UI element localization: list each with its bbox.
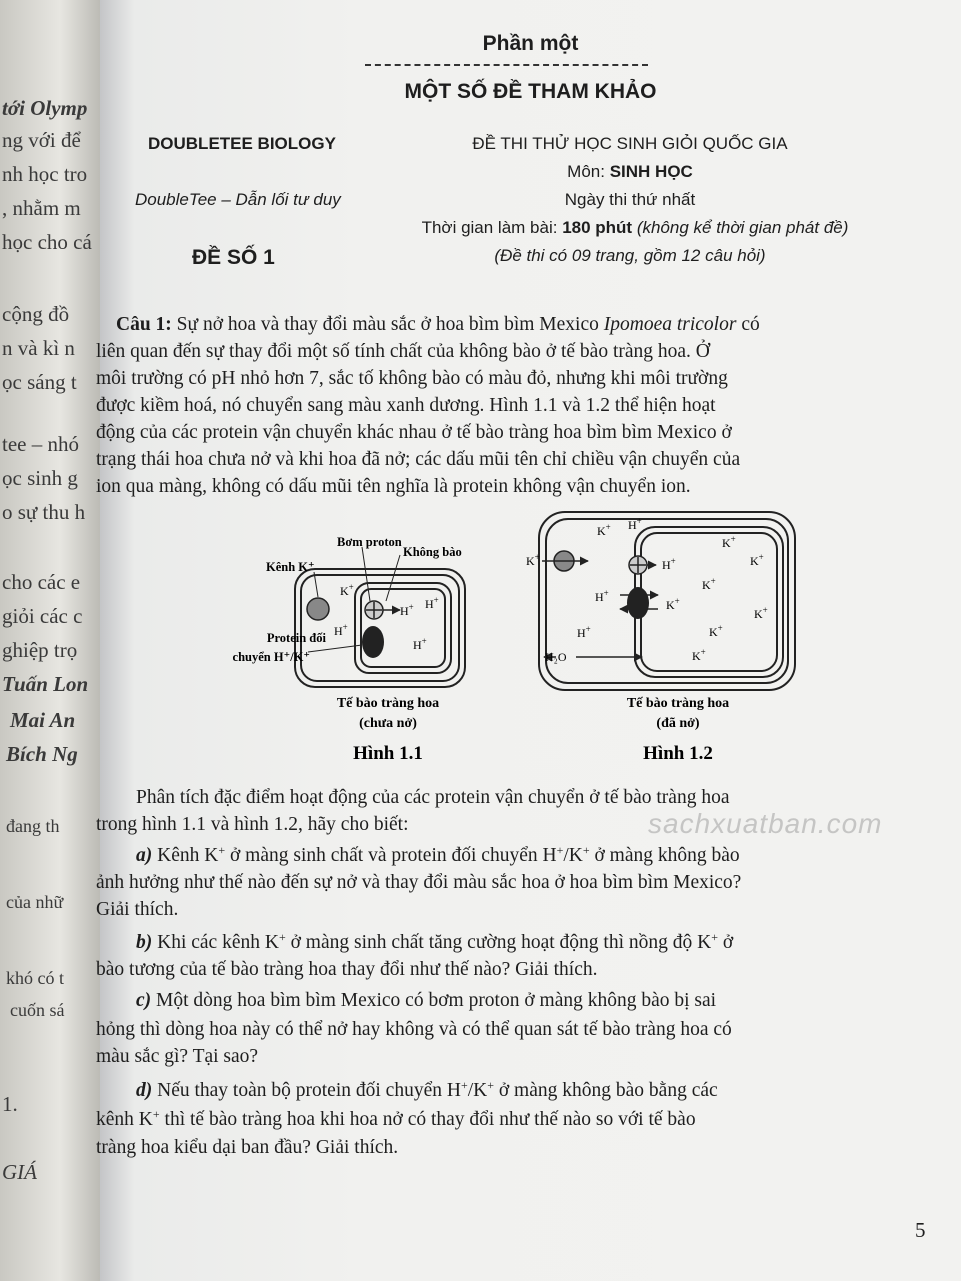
ion-label: H+ [628,516,642,532]
question-label: Câu 1: [116,314,172,335]
ion-label: K+ [722,534,736,550]
page-title: MỘT SỐ ĐỀ THAM KHẢO [404,80,657,103]
part-text: ở [717,932,734,953]
figure-caption: Tế bào tràng hoa [336,696,440,711]
part-label: b) [136,932,153,953]
part-text: ở màng sinh chất tăng cường hoạt động thì nồng độ K [285,932,712,953]
question-text: có [736,314,760,335]
superscript: + [218,843,226,857]
facing-page-text: Bích Ng [6,742,78,766]
part-text: /K [563,845,583,866]
exam-time [410,218,860,238]
exam-number: ĐỀ SỐ 1 [192,246,275,269]
part-text: ở màng không bào [589,845,740,866]
facing-page-text: o sự thu h [2,500,86,524]
part-text: kênh K [96,1109,153,1130]
plasma-membrane-inner [301,575,459,681]
ion-label: H+ [400,602,414,618]
book-page [96,0,961,1281]
question-line: được kiềm hoá, nó chuyển sang màu xanh dương. Hình 1.1 và 1.2 thể hiện hoạt [96,395,716,416]
facing-page-text: giỏi các c [2,604,83,628]
figure-caption: (đã nở) [656,716,700,731]
vacuole-label: Không bào [403,545,462,559]
part-d-line [96,1106,696,1134]
pump-label: Bơm proton [337,535,402,549]
facing-page-text: cộng đồ [2,302,70,326]
ion-label: K+ [754,605,768,621]
dashed-divider [365,64,648,66]
ion-label: H+ [425,595,439,611]
water-label: H₂O [545,650,567,664]
facing-page-text: khó có t [6,968,64,988]
ion-label: K+ [526,552,540,568]
time-label: Thời gian làm bài: [421,218,563,237]
part-b-line: bào tương của tế bào tràng hoa thay đổi như thế nào? Giải thích. [96,959,598,980]
figure-1-1 [233,535,465,764]
part-d-line: tràng hoa kiểu dại ban đầu? Giải thích. [96,1137,399,1158]
ion-label: K+ [666,596,680,612]
facing-page-text: học cho cá [2,230,92,254]
facing-page-text: ghiệp trọ [2,638,78,662]
facing-page-text: đang th [6,816,60,836]
question-line: trạng thái hoa chưa nở và khi hoa đã nở; các dấu mũi tên chỉ chiều vận chuyển của [96,449,741,470]
superscript: + [487,1078,494,1092]
facing-page-text: , nhằm m [2,196,81,220]
time-note: (không kể thời gian phát đề) [632,218,849,237]
figure-title: Hình 1.1 [353,743,423,764]
superscript: + [556,843,564,857]
part-a-line: ảnh hưởng như thế nào đến sự nở và thay đổi màu sắc hoa ở hoa bìm bìm Mexico? [96,872,742,893]
superscript: + [582,843,590,857]
ion-label: H+ [662,556,676,572]
exam-subject [420,162,840,182]
part-a-line: Giải thích. [96,899,179,920]
facing-page-text: ng với để [2,128,81,152]
superscript: + [152,1107,160,1121]
facing-page-edge [0,0,100,1281]
question-line: môi trường có pH nhỏ hơn 7, sắc tố không bào có màu đỏ, nhưng khi môi trường [96,368,728,389]
figure-caption: Tế bào tràng hoa [626,696,730,711]
facing-page-text: ọc sinh g [2,466,78,490]
part-text: ở màng không bào bằng các [494,1080,718,1101]
part-text: Kênh K [152,845,219,866]
exam-pages-note: (Đề thi có 09 trang, gồm 12 câu hỏi) [494,246,766,265]
part-text: thì tế bào tràng hoa khi hoa nở có thay đổi như thế nào so với tế bào [159,1109,696,1130]
ion-label: K+ [340,582,354,598]
page-number: 5 [915,1218,926,1242]
superscript: + [278,930,286,944]
channel-label: Kênh K⁺ [266,560,315,574]
facing-page-text: Tuấn Lon [2,672,89,696]
section-heading: Phần một [482,32,579,55]
part-text: Một dòng hoa bìm bìm Mexico có bơm proton ở màng không bào bị sai [151,990,717,1011]
question-line: liên quan đến sự thay đổi một số tính chất của không bào ở tế bào tràng hoa. Ở [96,341,710,362]
plasma-membrane-outer [295,569,465,687]
part-label: c) [136,990,152,1011]
ion-label: K+ [750,552,764,568]
ion-label: H+ [413,636,427,652]
figures [100,505,961,765]
facing-page-text: của nhữ [6,892,64,912]
facing-page-text: tee – nhó [2,432,79,456]
part-text: /K [467,1080,488,1101]
part-c-line [136,987,716,1015]
ion-label: K+ [702,576,716,592]
part-c-line: hỏng thì dòng hoa này có thể nở hay không và có thể quan sát tế bào tràng hoa có [96,1019,732,1040]
ion-label: H+ [334,622,348,638]
facing-page-text: nh học tro [2,162,88,186]
facing-page-text: Mai An [10,708,76,732]
part-text: Nếu thay toàn bộ protein đối chuyển H [152,1080,461,1101]
question-line [116,311,760,339]
facing-page-text: GIÁ [2,1160,37,1184]
figure-caption: (chưa nở) [359,716,417,731]
part-label: d) [136,1080,153,1101]
subject-label: Môn: [567,162,610,181]
superscript: + [460,1078,468,1092]
superscript: + [711,930,718,944]
ion-label: K+ [692,647,706,663]
part-label: a) [136,845,153,866]
facing-page-text: ọc sáng t [2,370,77,394]
facing-page-text: tới Olymp [2,96,88,120]
facing-page-text: 1. [2,1092,18,1116]
antiporter-icon [627,587,649,619]
species-name: Ipomoea tricolor [603,314,737,335]
antiporter-label: chuyển H⁺/K⁺ [232,650,310,664]
time-value: 180 phút [562,218,633,237]
figure-1-2 [526,512,795,764]
ion-label: K+ [709,623,723,639]
part-text: Khi các kênh K [152,932,279,953]
k-channel-icon [307,598,329,620]
slogan: DoubleTee – Dẫn lối tư duy [135,190,341,209]
antiporter-label: Protein đối [266,631,326,645]
vacuole-membrane-outer [635,527,783,677]
exam-day: Ngày thi thứ nhất [564,190,696,209]
organization-name: DOUBLETEE BIOLOGY [148,134,336,153]
question-line: động của các protein vận chuyển khác nhau ở tế bào tràng hoa bìm bìm Mexico ở [96,422,732,443]
question-line: ion qua màng, không có dấu mũi tên nghĩa là protein không vận chuyển ion. [96,476,691,497]
subject-value: SINH HỌC [609,162,693,181]
ion-label: H+ [577,624,591,640]
part-b-line [136,929,733,957]
analysis-line: trong hình 1.1 và hình 1.2, hãy cho biết: [96,814,409,835]
figure-title: Hình 1.2 [643,743,713,764]
antiporter-icon [362,626,384,658]
watermark: sachxuatban.com [648,808,883,839]
part-a-line [136,842,740,870]
facing-page-text: cuốn sá [10,1000,65,1020]
analysis-line: Phân tích đặc điểm hoạt động của các protein vận chuyển ở tế bào tràng hoa [136,787,730,808]
ion-label: K+ [597,522,611,538]
exam-title: ĐỀ THI THỬ HỌC SINH GIỎI QUỐC GIA [472,134,788,153]
facing-page-text: n và kì n [2,336,75,360]
question-text: Sự nở hoa và thay đổi màu sắc ở hoa bìm bìm Mexico [171,314,604,335]
facing-page-text: cho các e [2,570,81,594]
part-text: ở màng sinh chất và protein đối chuyển H [225,845,557,866]
part-c-line: màu sắc gì? Tại sao? [96,1046,259,1067]
part-d-line [136,1077,718,1105]
ion-label: H+ [595,588,609,604]
